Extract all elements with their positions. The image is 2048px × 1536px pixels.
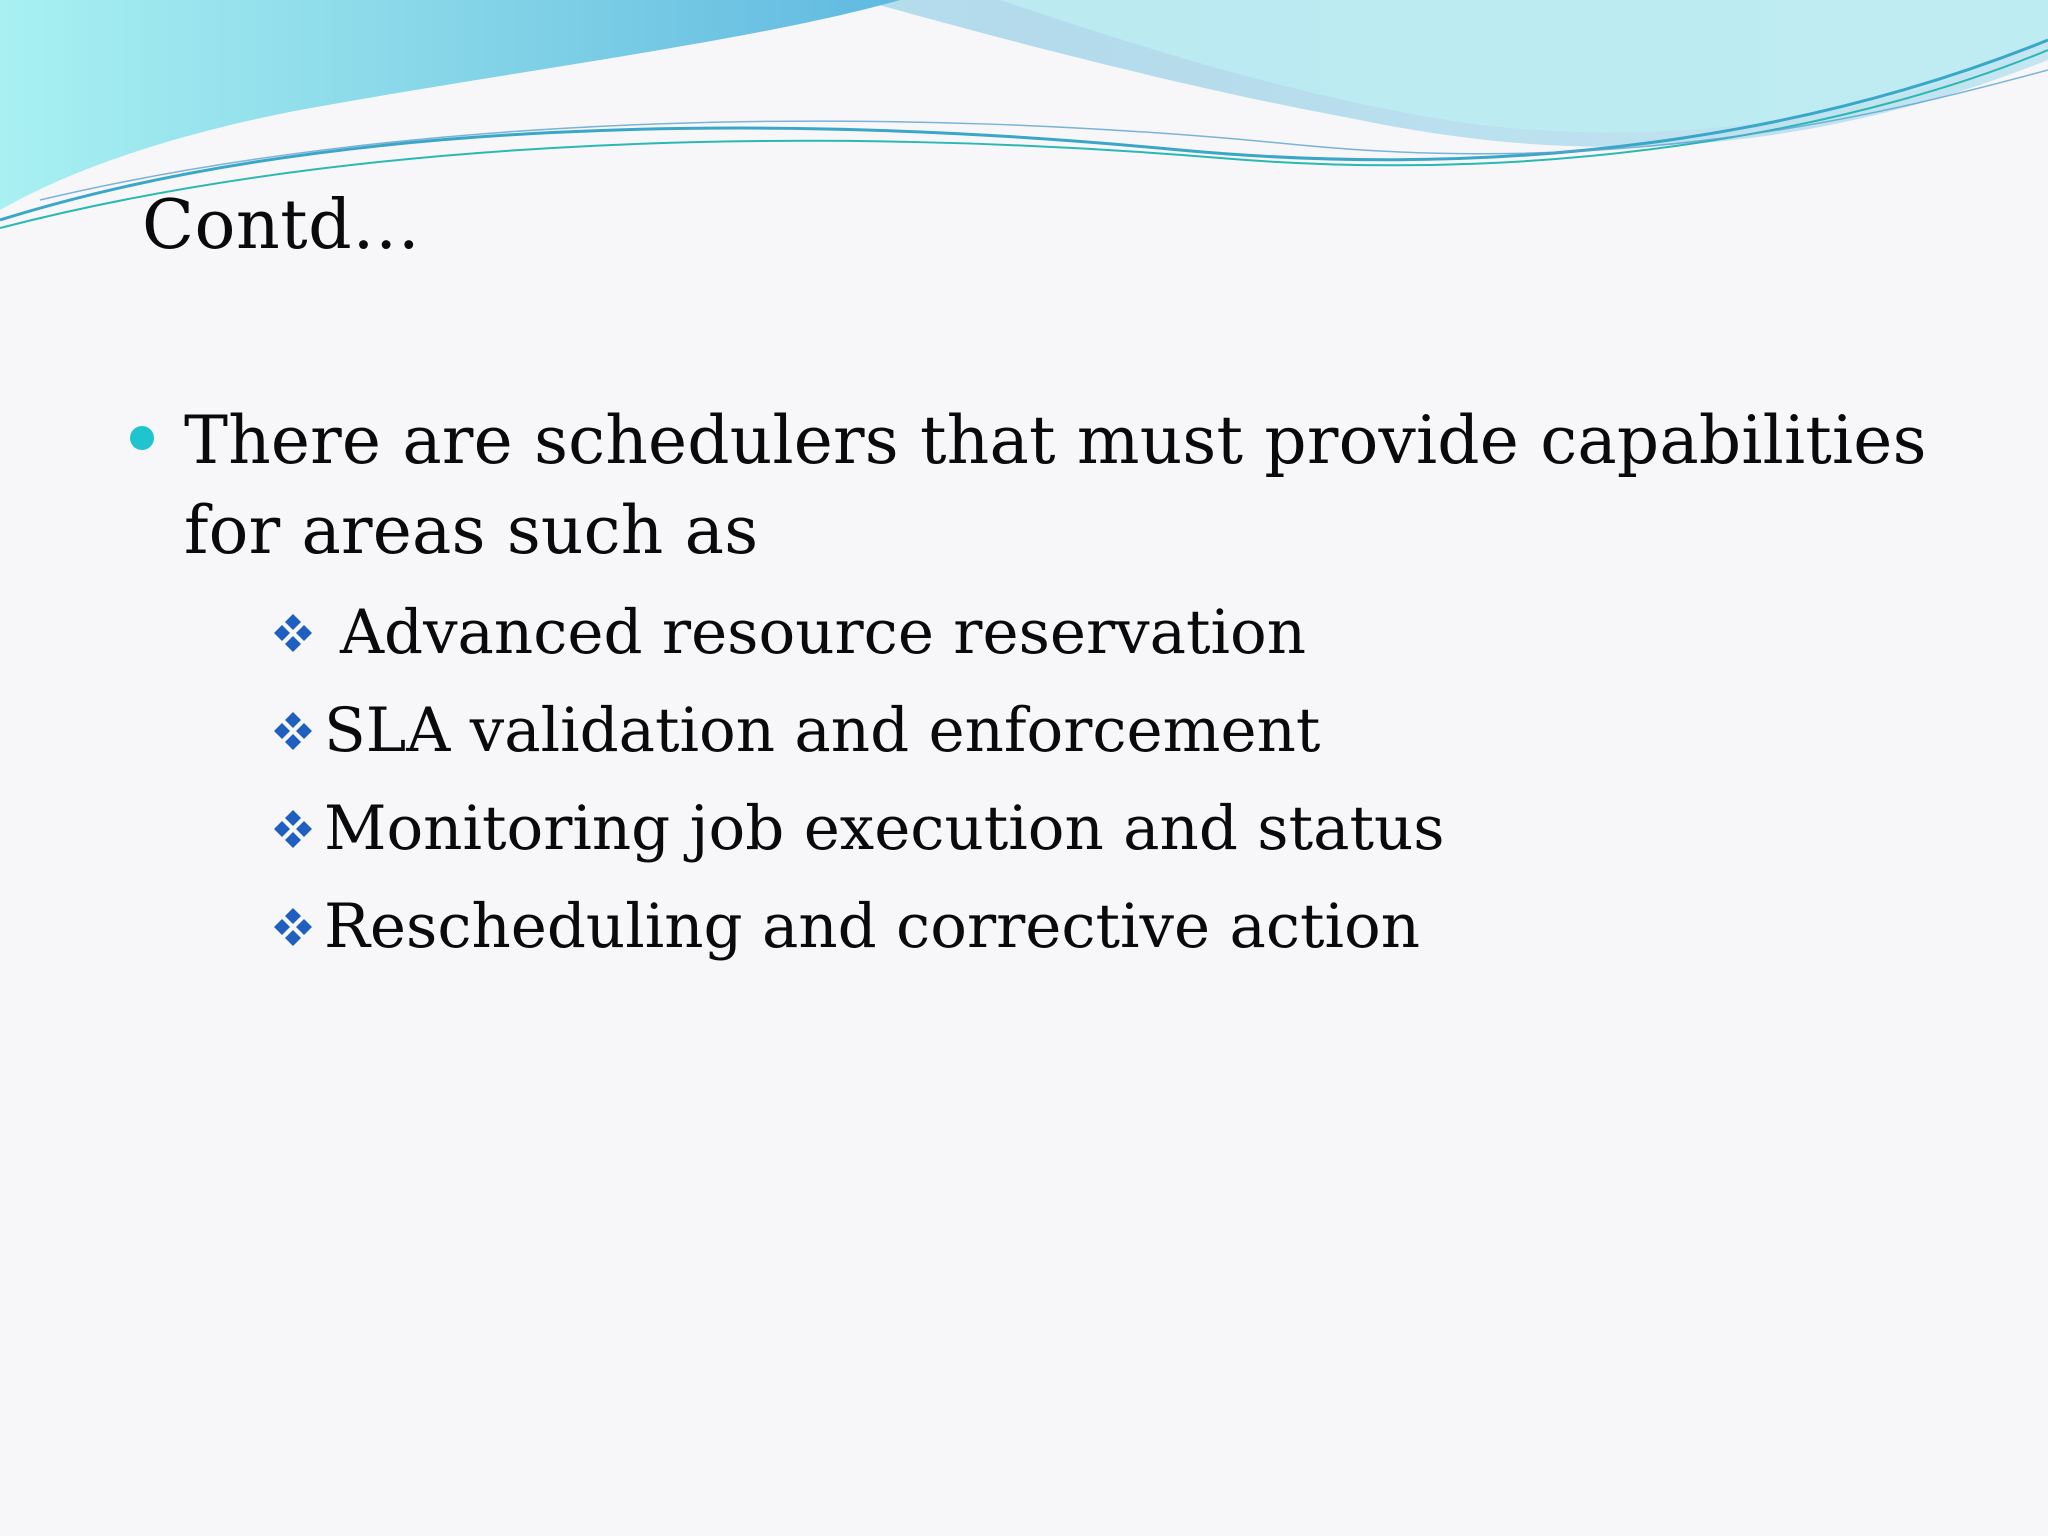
list-item <box>270 878 1980 976</box>
sub-bullet-text: Monitoring job execution and status <box>324 793 1445 864</box>
wave-band-left <box>0 0 900 210</box>
slide-title: Contd… <box>142 186 421 265</box>
main-bullet-text: There are schedulers that must provide capabilities for areas such as <box>184 402 1927 569</box>
sub-bullet-text: Rescheduling and corrective action <box>324 891 1421 962</box>
list-item <box>270 780 1980 878</box>
diamond-bullet-icon <box>270 610 316 656</box>
diamond-bullet-icon <box>270 708 316 754</box>
diamond-bullet-icon <box>270 806 316 852</box>
dot-bullet-icon <box>130 426 154 450</box>
list-item <box>270 682 1980 780</box>
diamond-bullet-icon <box>270 904 316 950</box>
sub-bullet-text: Advanced resource reservation <box>340 597 1306 668</box>
sub-bullet-list <box>184 584 1980 976</box>
sub-bullet-text: SLA validation and enforcement <box>324 695 1321 766</box>
list-item <box>270 584 1980 682</box>
slide-content <box>130 396 1980 976</box>
main-bullet <box>130 396 1980 976</box>
